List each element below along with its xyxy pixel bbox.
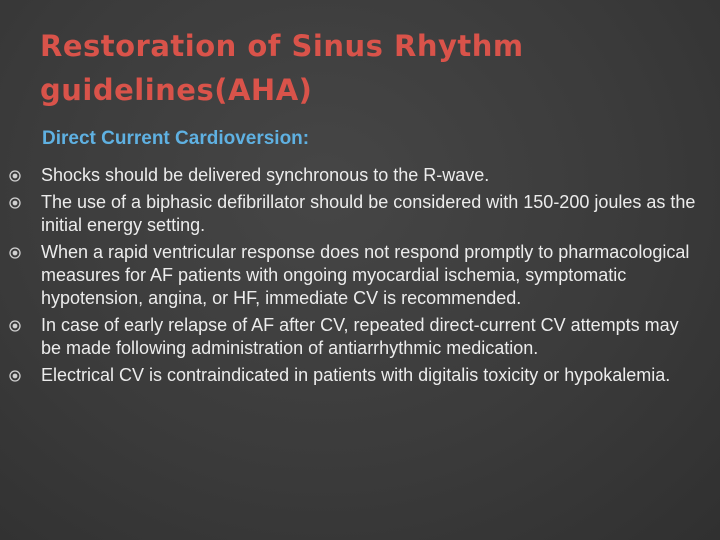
bullet-list	[0, 164, 700, 391]
slide-title: Restoration of Sinus Rhythm guidelines(AHA)	[40, 29, 524, 107]
bullet-text: When a rapid ventricular response does not respond promptly to pharmacological measures for AF patients with ongoing myocardial ischemia, symptomatic hypotension, angina, or HF, immediate CV is recommended.	[41, 242, 690, 308]
circled-dot-icon	[9, 197, 21, 209]
circled-dot-icon	[9, 170, 21, 182]
bullet-text: In case of early relapse of AF after CV, repeated direct-current CV attempts may be made following administration of antiarrhythmic medication.	[41, 315, 679, 358]
bullet-text: The use of a biphasic defibrillator should be considered with 150-200 joules as the initial energy setting.	[41, 192, 696, 235]
slide-subheading: Direct Current Cardioversion:	[42, 128, 310, 149]
circled-dot-icon	[9, 247, 21, 259]
bullet-item	[0, 314, 700, 360]
bullet-item	[0, 241, 700, 310]
bullet-item	[0, 164, 700, 187]
bullet-text: Shocks should be delivered synchronous to the R-wave.	[41, 165, 490, 185]
bullet-item	[0, 364, 700, 387]
circled-dot-icon	[9, 320, 21, 332]
bullet-item	[0, 191, 700, 237]
circled-dot-icon	[9, 370, 21, 382]
bullet-text: Electrical CV is contraindicated in patients with digitalis toxicity or hypokalemia.	[41, 365, 671, 385]
